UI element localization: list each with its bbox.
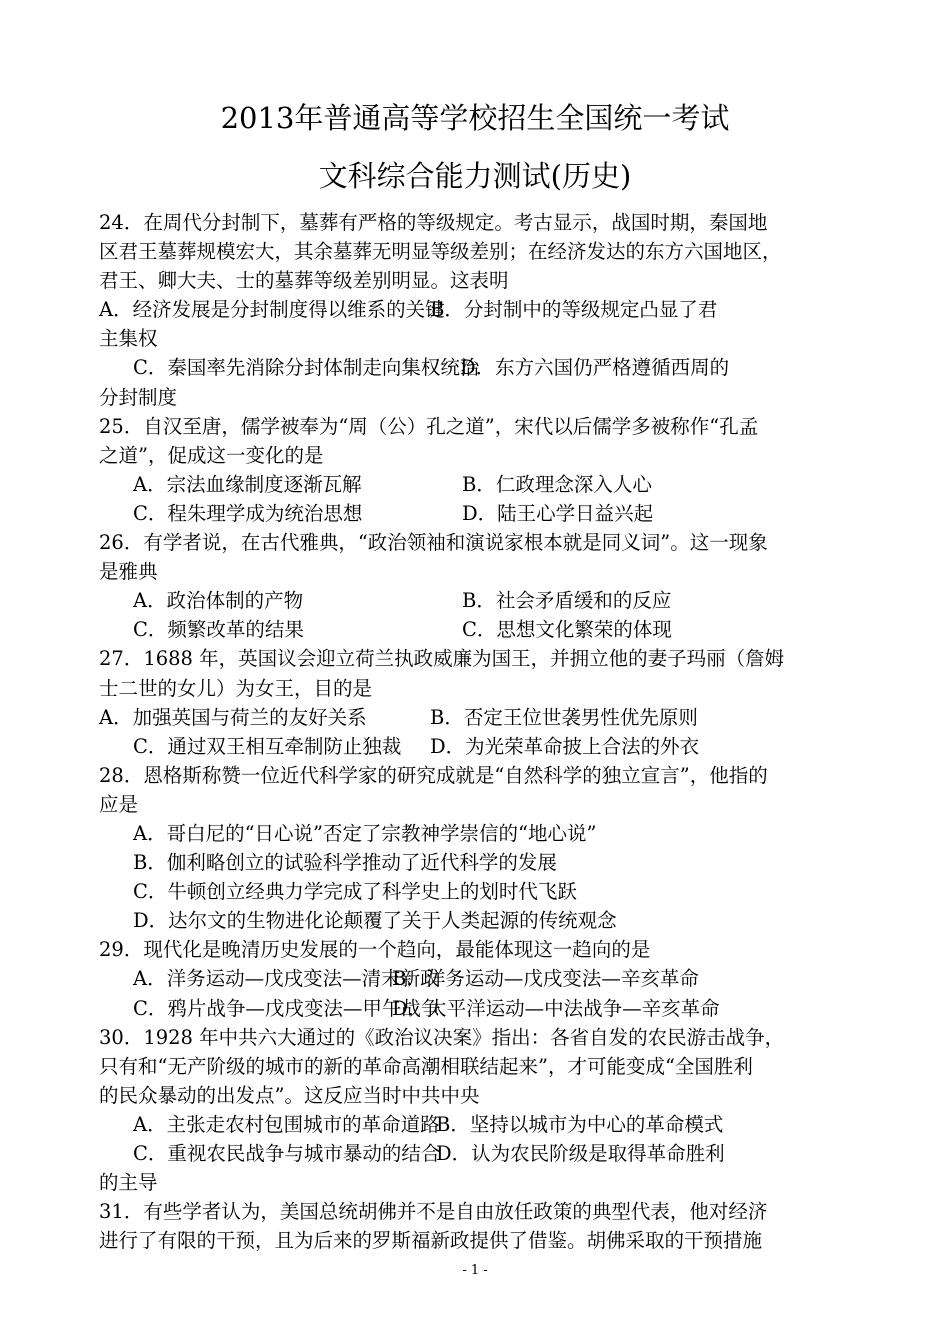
text-line [99,383,869,412]
line-text: 的主导 [99,1171,158,1195]
text-line [99,586,869,615]
line-text: C．频繁改革的结果 [133,618,304,642]
line-text: A．哥白尼的“日心说”否定了宗教神学崇信的“地心说” [133,821,597,845]
line-text: 27．1688 年，英国议会迎立荷兰执政威廉为国王，并拥立他的妻子玛丽（詹姆 [99,647,785,671]
line-text: 24．在周代分封制下，墓葬有严格的等级规定。考古显示，战国时期，秦国地 [99,211,768,234]
text-line [99,848,869,877]
line-text: 应是 [99,792,139,816]
text-line [99,1110,869,1139]
text-line [99,761,869,790]
line-text: 的民众暴动的出发点”。这反应当时中共中央 [99,1083,480,1107]
option-text: D．为光荣革命披上合法的外衣 [430,734,700,758]
line-text: 31．有些学者认为，美国总统胡佛并不是自由放任政策的典型代表，他对经济 [99,1200,768,1224]
line-text: A．主张走农村包围城市的革命道路 [133,1112,440,1136]
line-text: C．程朱理学成为统治思想 [133,501,363,525]
line-text: A．宗法血缘制度逐渐瓦解 [133,472,362,496]
option-text: D．陆王心学日益兴起 [462,501,654,525]
line-text: A．洋务运动—戊戌变法—清末新政 [133,967,440,991]
option-text: B．洋务运动—戊戌变法—辛亥革命 [392,967,699,991]
text-line [99,1226,869,1255]
text-line [99,1052,869,1081]
line-text: A．加强英国与荷兰的友好关系 [99,705,367,729]
line-text: 25．自汉至唐，儒学被奉为“周（公）孔之道”，宋代以后儒学多被称作“孔孟 [99,414,759,438]
text-line [99,237,869,266]
option-text: D．认为农民阶级是取得革命胜利 [436,1142,725,1165]
option-text: B．仁政理念深入人心 [462,472,652,496]
text-line [99,208,869,237]
line-text: 30．1928 年中共六大通过的《政治议决案》指出：各省自发的农民游击战争， [99,1025,785,1049]
text-line [99,1168,869,1197]
option-text: B．社会矛盾缓和的反应 [462,589,672,613]
option-text: D．太平洋运动—中法战争—辛亥革命 [392,996,720,1020]
line-text: A．经济发展是分封制度得以维系的关键 [99,298,445,322]
line-text: A．政治体制的产物 [133,589,304,613]
line-text: 区君王墓葬规模宏大，其余墓葬无明显等级差别；在经济发达的东方六国地区， [99,240,782,264]
text-line [99,906,869,935]
text-line [99,1197,869,1226]
text-line [99,324,869,353]
text-line [99,674,869,703]
option-text: D．东方六国仍严格遵循西周的 [460,356,730,380]
text-line [99,1081,869,1110]
line-text: 只有和“无产阶级的城市的新的革命高潮相联结起来”，才可能变成“全国胜利 [99,1054,753,1078]
option-text: C．思想文化繁荣的体现 [462,618,672,642]
line-text: 主集权 [99,327,158,351]
line-text: D．达尔文的生物进化论颠覆了关于人类起源的传统观念 [133,909,617,933]
option-text: B．坚持以城市为中心的革命模式 [436,1112,724,1136]
line-text: 君王、卿大夫、士的墓葬等级差别明显。这表明 [99,269,509,293]
line-text: B．伽利略创立的试验科学推动了近代科学的发展 [133,851,557,875]
line-text: C．秦国率先消除分封体制走向集权统治 [133,356,480,380]
line-text: 29．现代化是晚清历史发展的一个趋向，最能体现这一趋向的是 [99,938,651,962]
text-line [99,615,869,644]
text-line [99,353,869,382]
line-text: 是雅典 [99,560,158,584]
line-text: C．重视农民战争与城市暴动的结合 [133,1142,441,1165]
line-text: 进行了有限的干预，且为后来的罗斯福新政提供了借鉴。胡佛采取的干预措施 [99,1229,763,1253]
text-line [99,790,869,819]
exam-subtitle: 文科综合能力测试(历史) [318,159,632,193]
line-text: 28．恩格斯称赞一位近代科学家的研究成就是“自然科学的独立宣言”，他指的 [99,763,768,787]
text-line [99,528,869,557]
option-text: B．否定王位世袭男性优先原则 [430,705,698,729]
text-line [99,295,869,324]
text-line [99,266,869,295]
text-line [99,499,869,528]
text-line [99,644,869,673]
line-text: C．通过双王相互牵制防止独裁 [133,734,402,758]
line-text: C．鸦片战争—戊戌变法—甲午战争 [133,996,441,1020]
text-line [99,935,869,964]
text-line [99,470,869,499]
line-text: 26．有学者说，在古代雅典，“政治领袖和演说家根本就是同义词”。这一现象 [99,531,768,555]
page-number: - 1 - [462,1263,488,1278]
option-text: B．分封制中的等级规定凸显了君 [430,298,718,322]
text-line [99,732,869,761]
text-line [99,964,869,993]
line-text: 士二世的女儿）为女王，目的是 [99,676,373,700]
text-line [99,441,869,470]
text-line [99,1023,869,1052]
text-line [99,557,869,586]
text-line [99,1139,869,1168]
line-text: 之道”，促成这一变化的是 [99,443,324,467]
text-line [99,412,869,441]
line-text: 分封制度 [99,385,178,409]
exam-title: 2013年普通高等学校招生全国统一考试 [220,101,730,135]
text-line [99,703,869,732]
text-line [99,994,869,1023]
text-line [99,819,869,848]
text-line [99,877,869,906]
line-text: C．牛顿创立经典力学完成了科学史上的划时代飞跃 [133,880,577,904]
question-body [99,208,869,1255]
